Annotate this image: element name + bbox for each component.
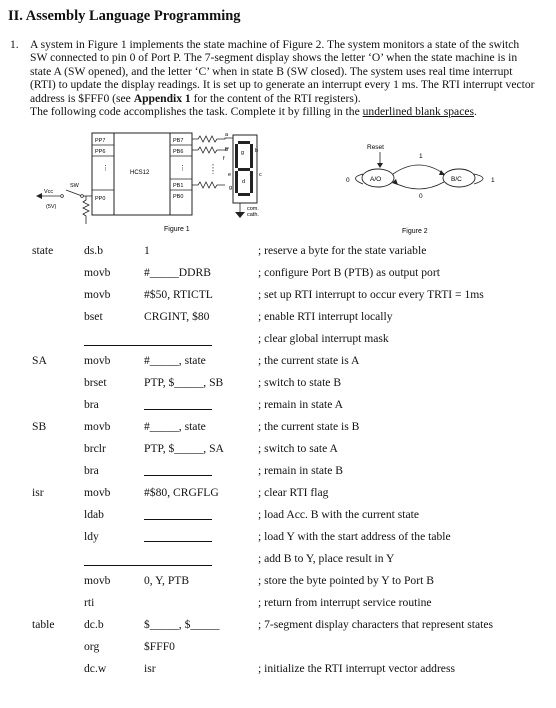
code-mnemonic: rti [84,596,95,609]
code-operand: #_____, state [144,420,206,433]
code-label: table [32,618,55,631]
code-line [0,376,556,396]
mcu-label: HCS12 [130,170,150,176]
code-comment: ; add B to Y, place result in Y [258,552,395,565]
code-line [0,354,556,374]
figure1-caption: Figure 1 [164,226,190,233]
code-comment: ; the current state is B [258,420,360,433]
code-mnemonic: dc.b [84,618,104,631]
code-label: SA [32,354,47,367]
code-label: isr [32,486,44,499]
switch-lever [66,190,82,196]
svg-text:c: c [259,172,262,178]
code-line [0,508,556,528]
code-comment: ; load Acc. B with the current state [258,508,419,521]
code-mnemonic: bra [84,464,99,477]
code-comment: ; return from interrupt service routine [258,596,432,609]
code-mnemonic: movb [84,486,111,499]
svg-text:g: g [229,185,233,191]
code-line [0,574,556,594]
code-mnemonic: bset [84,310,103,323]
code-comment: ; load Y with the start address of the table [258,530,451,543]
pin-pb6: PB6 [173,149,184,155]
code-mnemonic: ds.b [84,244,104,257]
figure2-state-diagram [346,144,495,235]
code-mnemonic: movb [84,574,111,587]
arc-label-top: 1 [419,153,423,160]
section-heading: II. Assembly Language Programming [8,8,241,24]
code-comment: ; store the byte pointed by Y to Port B [258,574,434,587]
code-comment: ; the current state is A [258,354,360,367]
vcc-value: (5V) [46,204,57,210]
pin-pp0: PP0 [95,196,106,202]
code-operand: PTP, $_____, SA [144,442,224,455]
pin-pb0: PB0 [173,194,184,200]
code-mnemonic: bra [84,398,99,411]
resistor-g [192,182,225,188]
code-comment: ; reserve a byte for the state variable [258,244,427,257]
problem-number: 1. [10,38,19,51]
svg-text:g: g [241,150,245,156]
code-line [0,596,556,616]
svg-text:⋮: ⋮ [102,165,109,172]
code-line [0,332,556,352]
code-mnemonic: dc.w [84,662,107,675]
code-line [0,420,556,440]
code-mnemonic: movb [84,288,111,301]
code-line [0,618,556,638]
arc-label-bottom: 0 [419,193,423,200]
answer-blank[interactable] [144,530,212,545]
answer-blank[interactable] [144,464,212,479]
code-mnemonic: movb [84,266,111,279]
svg-text:a: a [225,132,229,138]
state-a-label: A/O [370,176,382,183]
loop-label-a: 0 [346,177,350,184]
problem-text: A system in Figure 1 implements the state machine of Figure 2. The system monitors a state of the switch SW connected to pin 0 of Port P. The 7-segment display shows the letter ‘O’ when the state machine is in state A (SW opened), and the letter ‘C’ when in state B (SW closed). The system uses real time interrupt (RTI) to update the display readings. It is set up to generate an interrupt every 1 ms. The RTI interrupt vector address is $FFF0 (see [30,38,535,105]
code-line [0,288,556,308]
code-line [0,266,556,286]
code-comment: ; switch to state B [258,376,342,389]
appendix-ref: Appendix 1 [133,91,191,105]
problem-statement [10,38,535,118]
code-mnemonic: brclr [84,442,106,455]
vcc-label: Vcc [44,189,54,195]
code-mnemonic: brset [84,376,107,389]
code-operand: #_____DDRB [144,266,211,279]
code-comment: ; enable RTI interrupt locally [258,310,393,323]
svg-text:b: b [225,147,229,153]
reset-label: Reset [367,144,384,151]
instruction-end: . [474,105,477,119]
code-line [0,486,556,506]
answer-blank-line[interactable] [84,332,212,346]
code-operand: #$80, CRGFLG [144,486,219,499]
code-line [0,640,556,660]
code-mnemonic: movb [84,354,111,367]
code-line [0,464,556,484]
instruction-text: The following code accomplishes the task. Complete it by filling in the [30,105,363,119]
code-comment: ; configure Port B (PTB) as output port [258,266,440,279]
answer-blank[interactable] [144,508,212,523]
problem-text-end: for the content of the RTI registers). [190,91,361,105]
code-mnemonic: ldy [84,530,99,543]
svg-text:b: b [255,148,259,154]
pin-pp7: PP7 [95,138,106,144]
code-comment: ; clear global interrupt mask [258,332,389,345]
code-comment: ; remain in state B [258,464,344,477]
code-comment: ; switch to sate A [258,442,338,455]
svg-text:e: e [228,172,232,178]
code-label: state [32,244,54,257]
figures-area [0,130,556,240]
svg-text:com.: com. [247,206,259,212]
pin-pb7: PB7 [173,138,184,144]
code-line [0,662,556,682]
code-comment: ; remain in state A [258,398,343,411]
code-operand: $_____, $_____ [144,618,220,631]
svg-text:cath.: cath. [247,212,259,218]
code-operand: $FFF0 [144,640,175,653]
code-line [0,244,556,264]
pin-pb1: PB1 [173,183,184,189]
code-operand: 1 [144,244,150,257]
code-label: SB [32,420,47,433]
code-mnemonic: org [84,640,100,653]
code-operand: #$50, RTICTL [144,288,213,301]
switch-label: SW [70,183,79,189]
code-operand: isr [144,662,156,675]
code-line [0,530,556,550]
code-line [0,398,556,418]
code-line [0,442,556,462]
code-mnemonic: ldab [84,508,104,521]
svg-text:f: f [223,156,225,162]
loop-label-b: 1 [491,177,495,184]
answer-blank[interactable] [144,398,212,413]
svg-text:d: d [242,179,246,185]
pin-pp6: PP6 [95,149,106,155]
state-b-label: B/C [451,176,462,183]
svg-text:⋮: ⋮ [179,165,186,172]
code-operand: 0, Y, PTB [144,574,190,587]
code-comment: ; initialize the RTI interrupt vector address [258,662,455,675]
answer-blank-line[interactable] [84,552,212,566]
code-operand: #_____, state [144,354,206,367]
code-operand: PTP, $_____, SB [144,376,224,389]
figure2-caption: Figure 2 [402,228,428,235]
pulldown-resistor [83,196,89,224]
code-line [0,310,556,330]
code-comment: ; clear RTI flag [258,486,329,499]
code-line [0,552,556,572]
resistor-b [192,147,229,153]
figure1-circuit [0,130,556,240]
code-comment: ; set up RTI interrupt to occur every TRTI = 1ms [258,288,484,301]
code-operand: CRGINT, $80 [144,310,210,323]
instruction-underlined: underlined blank spaces [362,105,475,119]
code-mnemonic: movb [84,420,111,433]
code-comment: ; 7-segment display characters that represent states [258,618,494,631]
ground-symbol [235,212,245,218]
